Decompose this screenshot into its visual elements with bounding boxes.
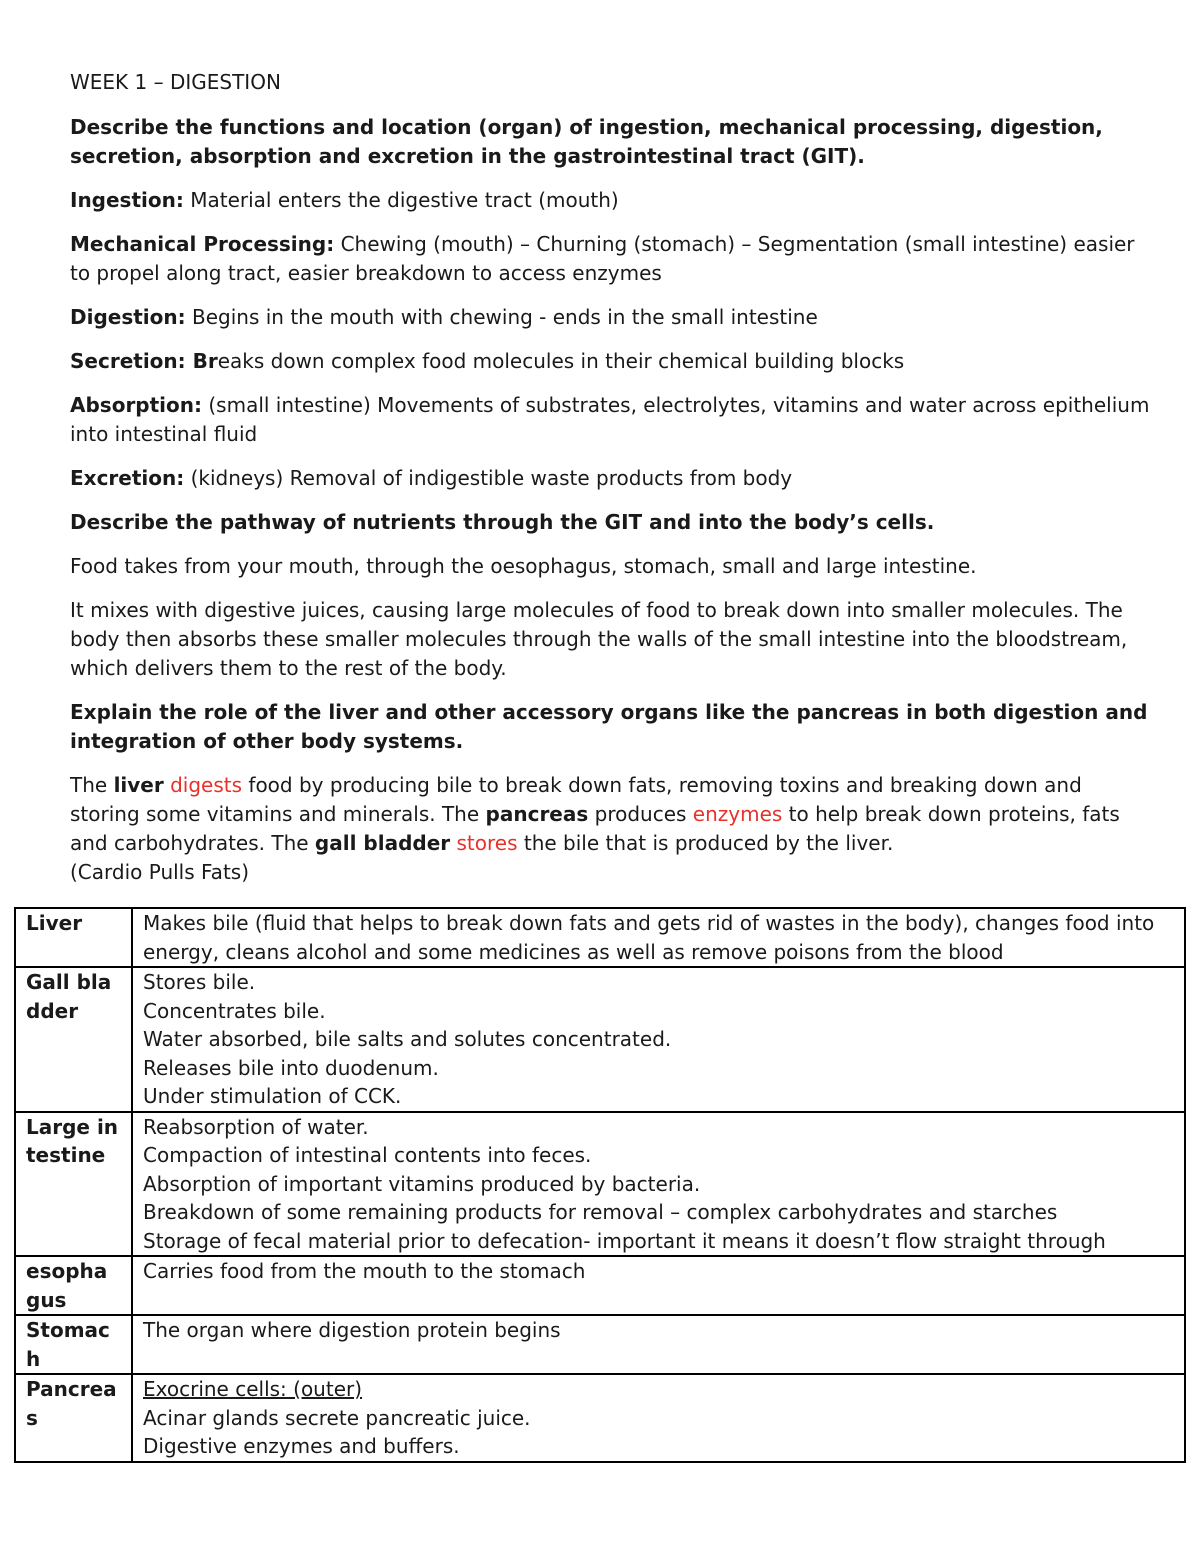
organ-name: esophagus (15, 1256, 132, 1315)
term-label: Mechanical Processing: (70, 232, 335, 256)
term-label: Ingestion: (70, 188, 184, 212)
table-row (15, 1112, 1185, 1257)
gall-bladder-term: gall bladder (314, 831, 451, 855)
text-run: to help break down proteins, fats and carbohydrates. The (70, 802, 1120, 855)
document-body (70, 68, 1150, 887)
enzymes-highlight: enzymes (692, 802, 783, 826)
term-text: Material enters the digestive tract (mouth) (183, 188, 619, 212)
pancreas-term: pancreas (485, 802, 589, 826)
description-line: Water absorbed, bile salts and solutes concentrated. (143, 1027, 672, 1051)
organ-description (132, 1374, 1185, 1462)
term-label: Digestion: (70, 305, 186, 329)
description-line: Digestive enzymes and buffers. (143, 1434, 460, 1458)
term-label: Excretion: (70, 466, 185, 490)
description-line (143, 1286, 1174, 1315)
text-run: The (70, 773, 114, 797)
stores-highlight: stores (456, 831, 518, 855)
description-line: Breakdown of some remaining products for removal – complex carbohydrates and starches (143, 1200, 1058, 1224)
term-text: (small intestine) Movements of substrates, electrolytes, vitamins and water across epithelium into intestinal fluid (70, 393, 1150, 446)
text-run: food by producing bile to break down fats, removing toxins and breaking down and storing some vitamins and minerals. The (70, 773, 1082, 826)
table-row (15, 908, 1185, 967)
description-line: Compaction of intestinal contents into feces. (143, 1143, 592, 1167)
table-row (15, 967, 1185, 1112)
description-line: Acinar glands secrete pancreatic juice. (143, 1405, 531, 1430)
description-line: The organ where digestion protein begins (143, 1318, 561, 1342)
function-mechanical-processing (70, 230, 1150, 288)
digests-highlight: digests (170, 773, 243, 797)
organ-table (14, 907, 1186, 1463)
organ-name: Pancreas (15, 1374, 132, 1462)
text-run: produces (588, 802, 693, 826)
description-line: Exocrine cells: (outer) (143, 1377, 363, 1401)
mnemonic: (Cardio Pulls Fats) (70, 860, 250, 884)
organ-table-body (15, 908, 1185, 1462)
organ-name: Stomach (15, 1315, 132, 1374)
description-line: Reabsorption of water. (143, 1114, 369, 1139)
description-line: Absorption of important vitamins produced by bacteria. (143, 1171, 701, 1196)
function-ingestion (70, 186, 1150, 215)
question-functions: Describe the functions and location (organ) of ingestion, mechanical processing, digestion, secretion, absorption and excretion in the gastrointestinal tract (GIT). (70, 115, 1103, 168)
question-accessory-organs: Explain the role of the liver and other accessory organs like the pancreas in both digestion and integration of other body systems. (70, 700, 1148, 753)
term-text: Chewing (mouth) – Churning (stomach) – Segmentation (small intestine) easier to propel along tract, easier breakdown to access enzymes (70, 232, 1135, 285)
organ-description (132, 1112, 1185, 1257)
description-line: Stores bile. (143, 970, 256, 994)
organ-description (132, 1315, 1185, 1374)
description-line: Storage of fecal material prior to defecation- important it means it doesn’t flow straight through (143, 1228, 1106, 1253)
term-text: (kidneys) Removal of indigestible waste products from body (184, 466, 793, 490)
pathway-paragraph-2: It mixes with digestive juices, causing large molecules of food to break down into smaller molecules. The body then absorbs these smaller molecules through the walls of the small intestine into the bloodstream, which delivers them to the rest of the body. (70, 598, 1128, 680)
function-digestion (70, 303, 1150, 332)
organ-description (132, 1256, 1185, 1315)
term-text: eaks down complex food molecules in their chemical building blocks (217, 349, 905, 373)
description-line: Releases bile into duodenum. (143, 1055, 439, 1080)
organ-description (132, 967, 1185, 1112)
function-secretion (70, 347, 1150, 376)
function-excretion (70, 464, 1150, 493)
description-line: Makes bile (fluid that helps to break down fats and gets rid of wastes in the body), changes food into energy, cleans alcohol and some medicines as well as remove poisons from the blood (143, 911, 1155, 964)
text-run: the bile that is produced by the liver. (517, 831, 894, 855)
organ-name: Liver (15, 908, 132, 967)
organ-description (132, 908, 1185, 967)
liver-term: liver (113, 773, 164, 797)
table-row (15, 1315, 1185, 1374)
description-line: Under stimulation of CCK. (143, 1084, 402, 1108)
organ-name: Large intestine (15, 1112, 132, 1257)
description-line (143, 1345, 1174, 1374)
question-pathway: Describe the pathway of nutrients through the GIT and into the body’s cells. (70, 510, 935, 534)
function-absorption (70, 391, 1150, 449)
table-row (15, 1374, 1185, 1462)
term-label: Absorption: (70, 393, 203, 417)
table-row (15, 1256, 1185, 1315)
organ-name: Gall bladder (15, 967, 132, 1112)
description-line: Carries food from the mouth to the stomach (143, 1259, 586, 1283)
pathway-paragraph-1: Food takes from your mouth, through the oesophagus, stomach, small and large intestine. (70, 554, 977, 578)
description-line: Concentrates bile. (143, 998, 326, 1023)
term-text: Begins in the mouth with chewing - ends in the small intestine (185, 305, 818, 329)
page-title: WEEK 1 – DIGESTION (70, 70, 281, 94)
accessory-paragraph (70, 771, 1150, 887)
term-label: Secretion: Br (70, 349, 218, 373)
